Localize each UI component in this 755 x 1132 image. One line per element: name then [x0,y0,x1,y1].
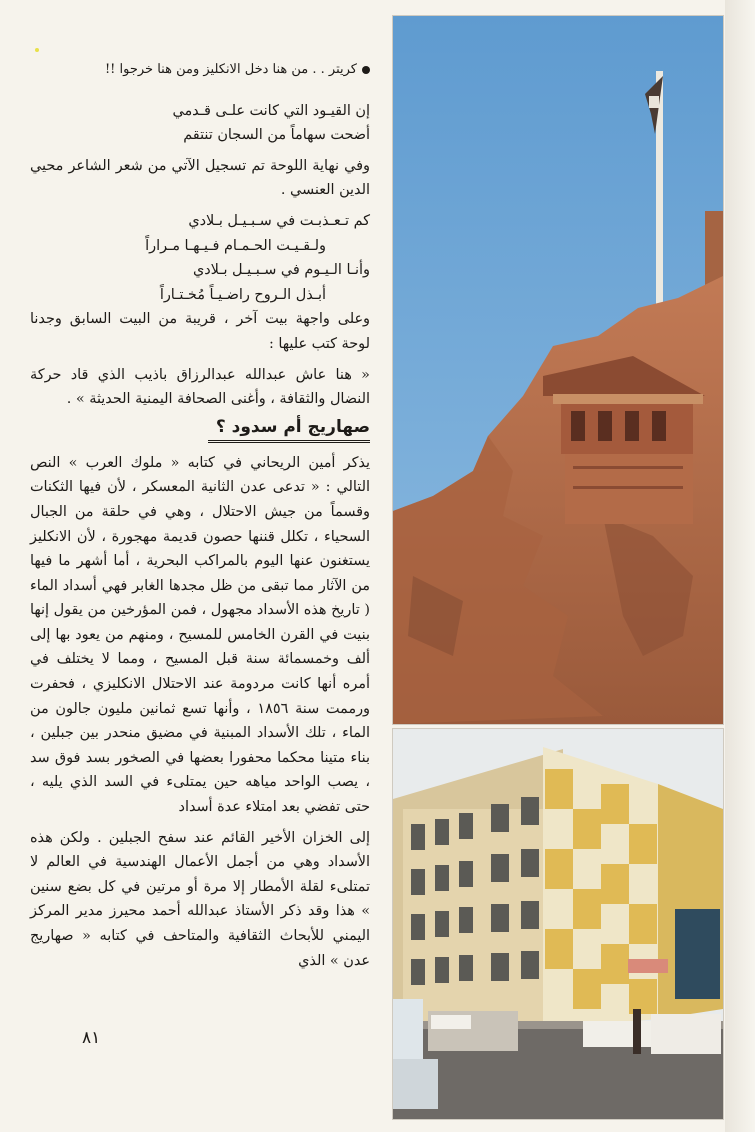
fortress-photo [392,15,724,725]
page-edge [725,0,755,1132]
verse-line: إن القيـود التي كانت علـى قـدمي [172,102,370,119]
verse-line: كم تـعـذبـت في سـبـيـل بـلادي [188,212,370,229]
paragraph: يذكر أمين الريحاني في كتابه « ملوك العرب » النص التالي : « تدعى عدن الثانية المعسكر ، لأن فيها الثكنات وقسماً من جيش الاحتلال ، وهي في حلقة من الجبال السحياء ، تكلل قننها حصون قديمة مهجورة ، لأن الانكليز يستغنون عنها اليوم بالمراكب البحرية ، أما أشهر ما فيها من الآثار مما تبقى من ظل مجدها الغابر فهي أسداد الماء ( تاريخ هذه الأسداد مجهول ، فمن المؤرخين من يقول إنها بنيت في القرن الخامس للمسيح ، ومنهم من يعود بها إلى ألف وخمسمائة سنة قبل المسيح ، ومما لا يختلف في أمره أنها كانت مردومة عند الاحتلال الانكليزي ، فحفرت ورممت سنة ١٨٥٦ ، وأنها تسع ثمانين مليون جالون من الماء ، تلك الأسداد المبنية في مضيق منحدر بين جبلين ، بناء متينا محكما محفورا بعضها في الصخور بسد فوق سد ، يصب الواحد مياهه حين يمتلىء في السد الذي يليه ، حتى تفضي بعد امتلاء عدة أسداد [30,454,370,816]
article-text-column [30,58,370,973]
verse-line: أبـذل الـروح راضـيـاً مُخـتـاراً [159,286,326,303]
caption-text: كريتر . . من هنا دخل الانكليز ومن هنا خرجوا !! [104,62,357,77]
paragraph: وعلى واجهة بيت آخر ، قريبة من البيت السابق وجدنا لوحة كتب عليها : [30,311,370,352]
paragraph: إلى الخزان الأخير القائم عند سفح الجبلين . ولكن هذه الأسداد وهي من أجمل الأعمال الهندسية في العالم لا تمتلىء لقلة الأمطار إلا مرة أو مرتين في كل بضع سنين » هذا وقد ذكر الأستاذ عبدالله أحمد محيرز مدير المركز اليمني للأبحاث الثقافية والمتاحف في كتابه « صهاريج عدن » الذي [30,829,370,969]
paragraph: وفي نهاية اللوحة تم تسجيل الآتي من شعر الشاعر محيي الدين العنسي . [30,157,370,199]
building-photo-image [393,729,723,1119]
page-number: ٨١ [82,1028,101,1048]
verse-line: أضحت سهاماً من السجان تنتقم [183,127,370,144]
bullet-icon [362,66,370,74]
section-heading: صهاريج أم سدود ؟ [208,414,370,443]
photo-caption [30,58,370,83]
building-photo [392,728,724,1120]
fortress-photo-image [393,16,723,724]
verse-line: وأنـا الـيـوم في سـبـيـل بـلادي [193,262,370,279]
print-mark [35,48,39,52]
verse-line: ولـقـيـت الحـمـام فـيـهـا مـراراً [145,237,326,254]
quote-paragraph: « هنا عاش عبدالله عبدالرزاق باذيب الذي قاد حركة النضال والثقافة ، وأغنى الصحافة اليمنية الحديثة » . [30,366,370,408]
section-heading-wrap [30,414,370,443]
